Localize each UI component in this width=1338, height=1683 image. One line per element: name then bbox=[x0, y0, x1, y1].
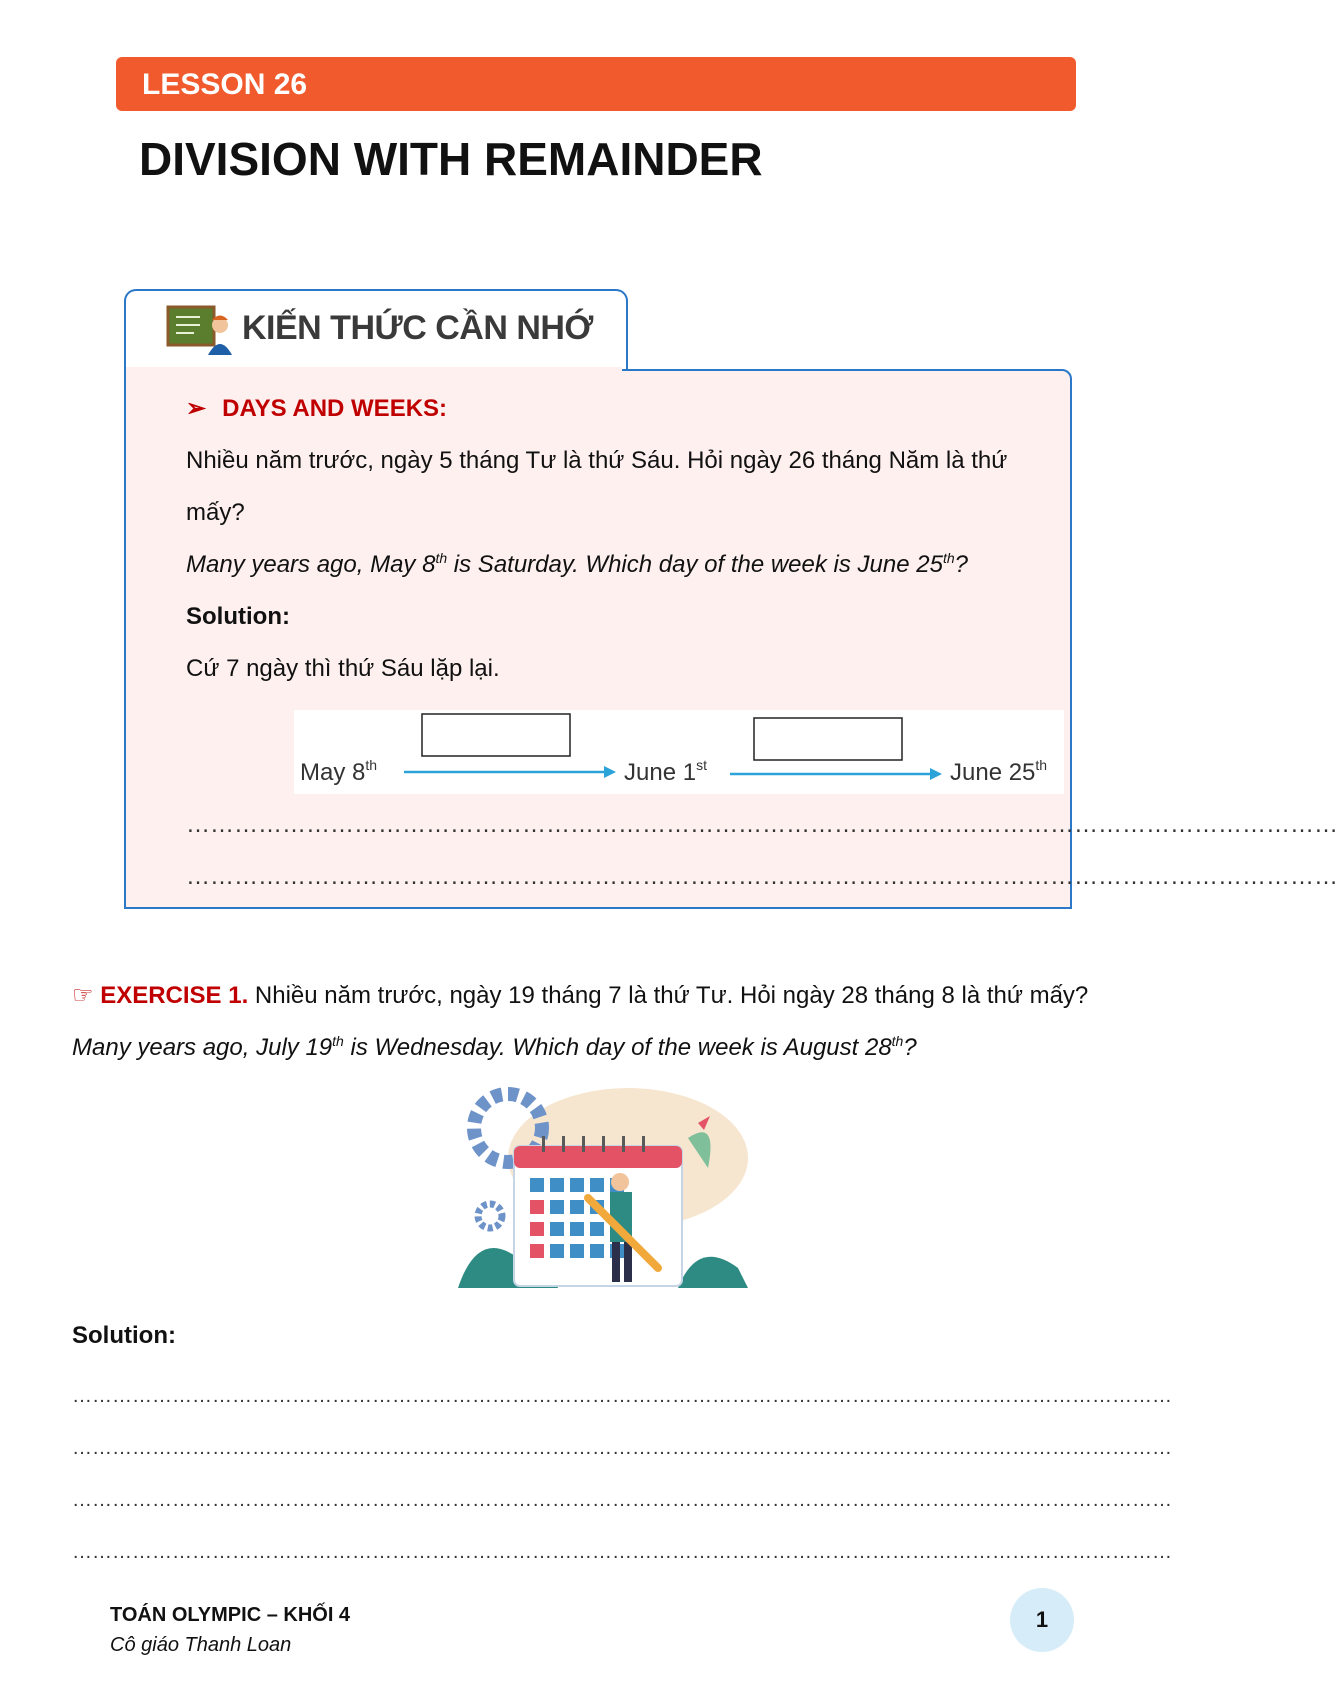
exercise-en-line: Many years ago, July 19th is Wednesday. Which day of the week is August 28th? bbox=[72, 1033, 917, 1061]
date-diagram-svg bbox=[294, 710, 1064, 794]
arrow-head-2 bbox=[930, 768, 942, 780]
calendar-illustration-icon bbox=[448, 1078, 758, 1298]
exercise-vi-line bbox=[72, 970, 1132, 1022]
answer-lines bbox=[72, 1370, 1172, 1578]
tab-join bbox=[126, 367, 622, 373]
en-question: Many years ago, May 8th is Saturday. Which day of the week is June 25th? bbox=[186, 550, 968, 578]
date-label-3: June 25th bbox=[950, 757, 1048, 786]
date-label-1: May 8th bbox=[300, 757, 378, 786]
page-title: DIVISION WITH REMAINDER bbox=[139, 133, 763, 185]
knowledge-box bbox=[124, 369, 1338, 909]
exercise-label: EXERCISE 1. bbox=[100, 982, 249, 1009]
section-heading: ➢ DAYS AND WEEKS: bbox=[186, 383, 1046, 435]
blank-box-2 bbox=[754, 718, 902, 760]
solution-label: Solution: bbox=[72, 1322, 176, 1349]
answer-line: ………………………………………………………………………………………………………………………………………………… bbox=[72, 1437, 1172, 1459]
knowledge-tab-label: KIẾN THỨC CẦN NHỚ bbox=[242, 309, 593, 347]
pointing-hand-icon: ☞ bbox=[72, 982, 94, 1009]
arrow-bullet-icon: ➢ bbox=[186, 395, 207, 422]
vi-question-line-1: Nhiều năm trước, ngày 5 tháng Tư là thứ Sáu. Hỏi ngày 26 tháng Năm là thứ bbox=[186, 447, 1008, 474]
answer-line: ………………………………………………………………………………………………………………………………………………… bbox=[72, 1489, 1172, 1511]
answer-line: ……………………………………………………………………………………………………………………………… bbox=[186, 811, 1338, 838]
answer-line: ……………………………………………………………………………………………………………………………… bbox=[186, 863, 1338, 890]
lesson-banner bbox=[116, 57, 1076, 111]
arrow-head-1 bbox=[604, 766, 616, 778]
teacher-board-icon bbox=[166, 303, 236, 359]
solution-label: Solution: bbox=[186, 603, 290, 630]
date-diagram bbox=[294, 710, 1064, 794]
lesson-number: LESSON 26 bbox=[142, 68, 308, 101]
solution-text: Cứ 7 ngày thì thứ Sáu lặp lại. bbox=[186, 655, 500, 682]
page-number: 1 bbox=[1010, 1588, 1074, 1652]
footer-teacher: Cô giáo Thanh Loan bbox=[110, 1634, 292, 1656]
answer-line: ………………………………………………………………………………………………………………………………………………… bbox=[72, 1541, 1172, 1563]
answer-line: ………………………………………………………………………………………………………………………………………………… bbox=[72, 1385, 1172, 1407]
blank-box-1 bbox=[422, 714, 570, 756]
knowledge-tab bbox=[124, 289, 628, 373]
footer-course: TOÁN OLYMPIC – KHỐI 4 bbox=[110, 1604, 351, 1626]
vi-question-line-2: mấy? bbox=[186, 499, 245, 526]
date-label-2: June 1st bbox=[624, 757, 707, 786]
exercise-1 bbox=[72, 970, 1132, 1074]
exercise-vi-text: Nhiều năm trước, ngày 19 tháng 7 là thứ Tư. Hỏi ngày 28 tháng 8 là thứ mấy? bbox=[248, 982, 1089, 1009]
